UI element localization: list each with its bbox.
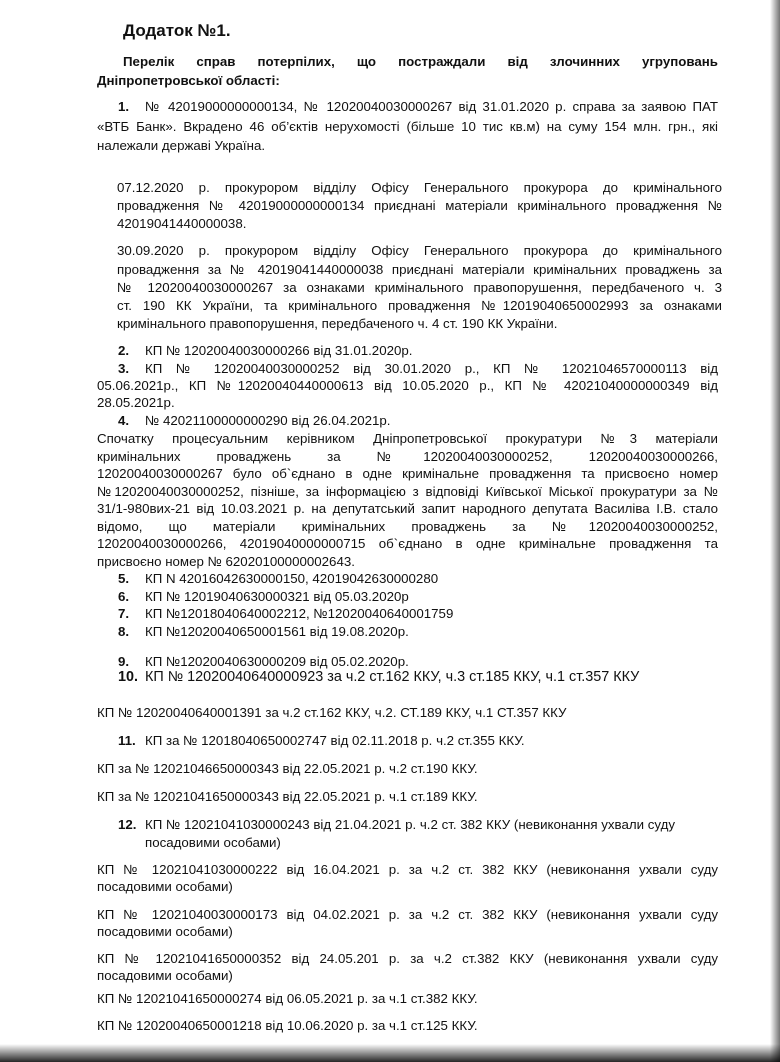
paragraph-line: присвоєно номер № 62020100000002643. [97, 554, 355, 569]
case-line: КП № 12021041650000274 від 06.05.2021 р. за ч.1 ст.382 ККУ. [97, 991, 478, 1006]
case-line: КП за № 12021041650000343 від 22.05.2021 р. ч.1 ст.189 ККУ. [97, 789, 478, 804]
item-number: 3. [118, 361, 130, 376]
item-text-line: належали державі Україна. [97, 138, 266, 153]
item-text-line: КП № 12021041030000243 від 21.04.2021 р. ч.2 ст. 382 ККУ (невиконання ухвали суду [145, 817, 675, 832]
item-text: КП № 12020040640000923 за ч.2 ст.162 ККУ, ч.3 ст.185 ККУ, ч.1 ст.357 ККУ [145, 669, 640, 685]
item-text: КП № 12020040030000266 від 31.01.2020р. [145, 343, 413, 358]
item-text: КП за № 12018040650002747 від 02.11.2018 р. ч.2 ст.355 ККУ. [145, 733, 525, 748]
item-number: 8. [118, 624, 130, 639]
item-text-line: 28.05.2021р. [97, 395, 175, 410]
item-text-line: КП № 12020040030000252 від 30.01.2020 р., КП № 12021046570000113 від [145, 361, 718, 376]
case-line: посадовими особами) [97, 879, 233, 894]
paragraph-line: 31/1-980вих-21 від 10.03.2021 р. на депутатський запит народного депутата Василіва І.В. стало [97, 501, 718, 516]
item-number: 12. [118, 817, 137, 832]
paragraph-line: провадження за № 42019041440000038 приєднані матеріали кримінальних проваджень за [117, 262, 722, 277]
item-number: 1. [118, 99, 130, 114]
intro-line: Дніпропетровської області: [97, 73, 280, 88]
item-text-line: № 42019000000000134, № 12020040030000267 від 31.01.2020 р. справа за заявою ПАТ [145, 99, 718, 114]
case-line: КП № 12021040030000173 від 04.02.2021 р. за ч.2 ст. 382 ККУ (невиконання ухвали суду [97, 907, 718, 922]
item-number: 9. [118, 654, 130, 669]
case-line: КП за № 12021046650000343 від 22.05.2021 р. ч.2 ст.190 ККУ. [97, 761, 478, 776]
item-text: КП №12018040640002212, №12020040640001759 [145, 606, 454, 621]
paragraph-line: 12020040030000266, 42019040000000715 об`єднано в одне кримінальне провадження та [97, 536, 718, 551]
paragraph-line: 30.09.2020 р. прокурором відділу Офісу Генерального прокурора до кримінального [117, 243, 722, 258]
item-text: КП N 42016042630000150, 42019042630000280 [145, 571, 439, 586]
case-line: КП № 12020040640001391 за ч.2 ст.162 ККУ, ч.2. СТ.189 ККУ, ч.1 СТ.357 ККУ [97, 705, 567, 720]
paragraph-line: Спочатку процесуальним керівником Дніпропетровської прокуратури №3 матеріали [97, 431, 718, 446]
paragraph-line: провадження № 42019000000000134 приєднані матеріали кримінального провадження № [117, 198, 722, 213]
item-number: 4. [118, 413, 130, 428]
document-title: Додаток №1. [123, 21, 231, 40]
page-shadow-bottom [0, 1044, 780, 1062]
item-text: КП №12020040650001561 від 19.08.2020р. [145, 624, 409, 639]
item-text: № 42021100000000290 від 26.04.2021р. [145, 413, 391, 428]
item-text-line: «ВТБ Банк». Вкрадено 46 об’єктів нерухомості (більше 10 тис кв.м) на суму 154 млн. грн., які [97, 119, 718, 134]
case-line: посадовими особами) [97, 924, 233, 939]
case-line: КП № 12021041030000222 від 16.04.2021 р. за ч.2 ст. 382 ККУ (невиконання ухвали суду [97, 862, 718, 877]
item-text-line: посадовими особами) [145, 835, 281, 850]
paragraph-line: 12020040030000267 було об`єднано в одне кримінальне провадження та присвоєно номер [97, 466, 718, 481]
item-text: КП №12020040630000209 від 05.02.2020р. [145, 654, 409, 669]
paragraph-line: №12020040030000252, пізніше, за інформацією з відповіді Київської Міської прокуратури за № [97, 484, 718, 499]
case-line: КП № 12020040650001218 від 10.06.2020 р. за ч.1 ст.125 ККУ. [97, 1018, 478, 1033]
item-number: 7. [118, 606, 130, 621]
intro-line: Перелік справ потерпілих, що постраждали від злочинних угруповань [123, 54, 718, 69]
item-number: 2. [118, 343, 130, 358]
item-number: 11. [118, 733, 136, 748]
paragraph-line: № 12020040030000267 за ознаками кримінального правопорушення, передбаченого ч. 3 [117, 280, 722, 295]
paragraph-line: 07.12.2020 р. прокурором відділу Офісу Генерального прокурора до кримінального [117, 180, 722, 195]
case-line: КП № 12021041650000352 від 24.05.201 р. за ч.2 ст.382 ККУ (невиконання ухвали суду [97, 951, 718, 966]
paragraph-line: кримінальних проваджень за №12020040030000252, 12020040030000266, [97, 449, 718, 464]
paragraph-line: ст. 190 КК України, та кримінального провадження №12019040650002993 за ознаками [117, 298, 722, 313]
page-shadow-right [770, 0, 780, 1062]
item-text-line: 05.06.2021р., КП №12020040440000613 від 10.05.2020 р., КП № 42021040000000349 від [97, 378, 718, 393]
item-number: 5. [118, 571, 130, 586]
paragraph-line: відомо, що матеріали кримінальних проваджень за №12020040030000252, [97, 519, 718, 534]
item-number: 10. [118, 669, 139, 685]
item-text: КП № 12019040630000321 від 05.03.2020р [145, 589, 409, 604]
item-number: 6. [118, 589, 130, 604]
paragraph-line: 42019041440000038. [117, 216, 247, 231]
paragraph-line: кримінального правопорушення, передбаченого ч. 4 ст. 190 КК України. [117, 316, 558, 331]
case-line: посадовими особами) [97, 968, 233, 983]
